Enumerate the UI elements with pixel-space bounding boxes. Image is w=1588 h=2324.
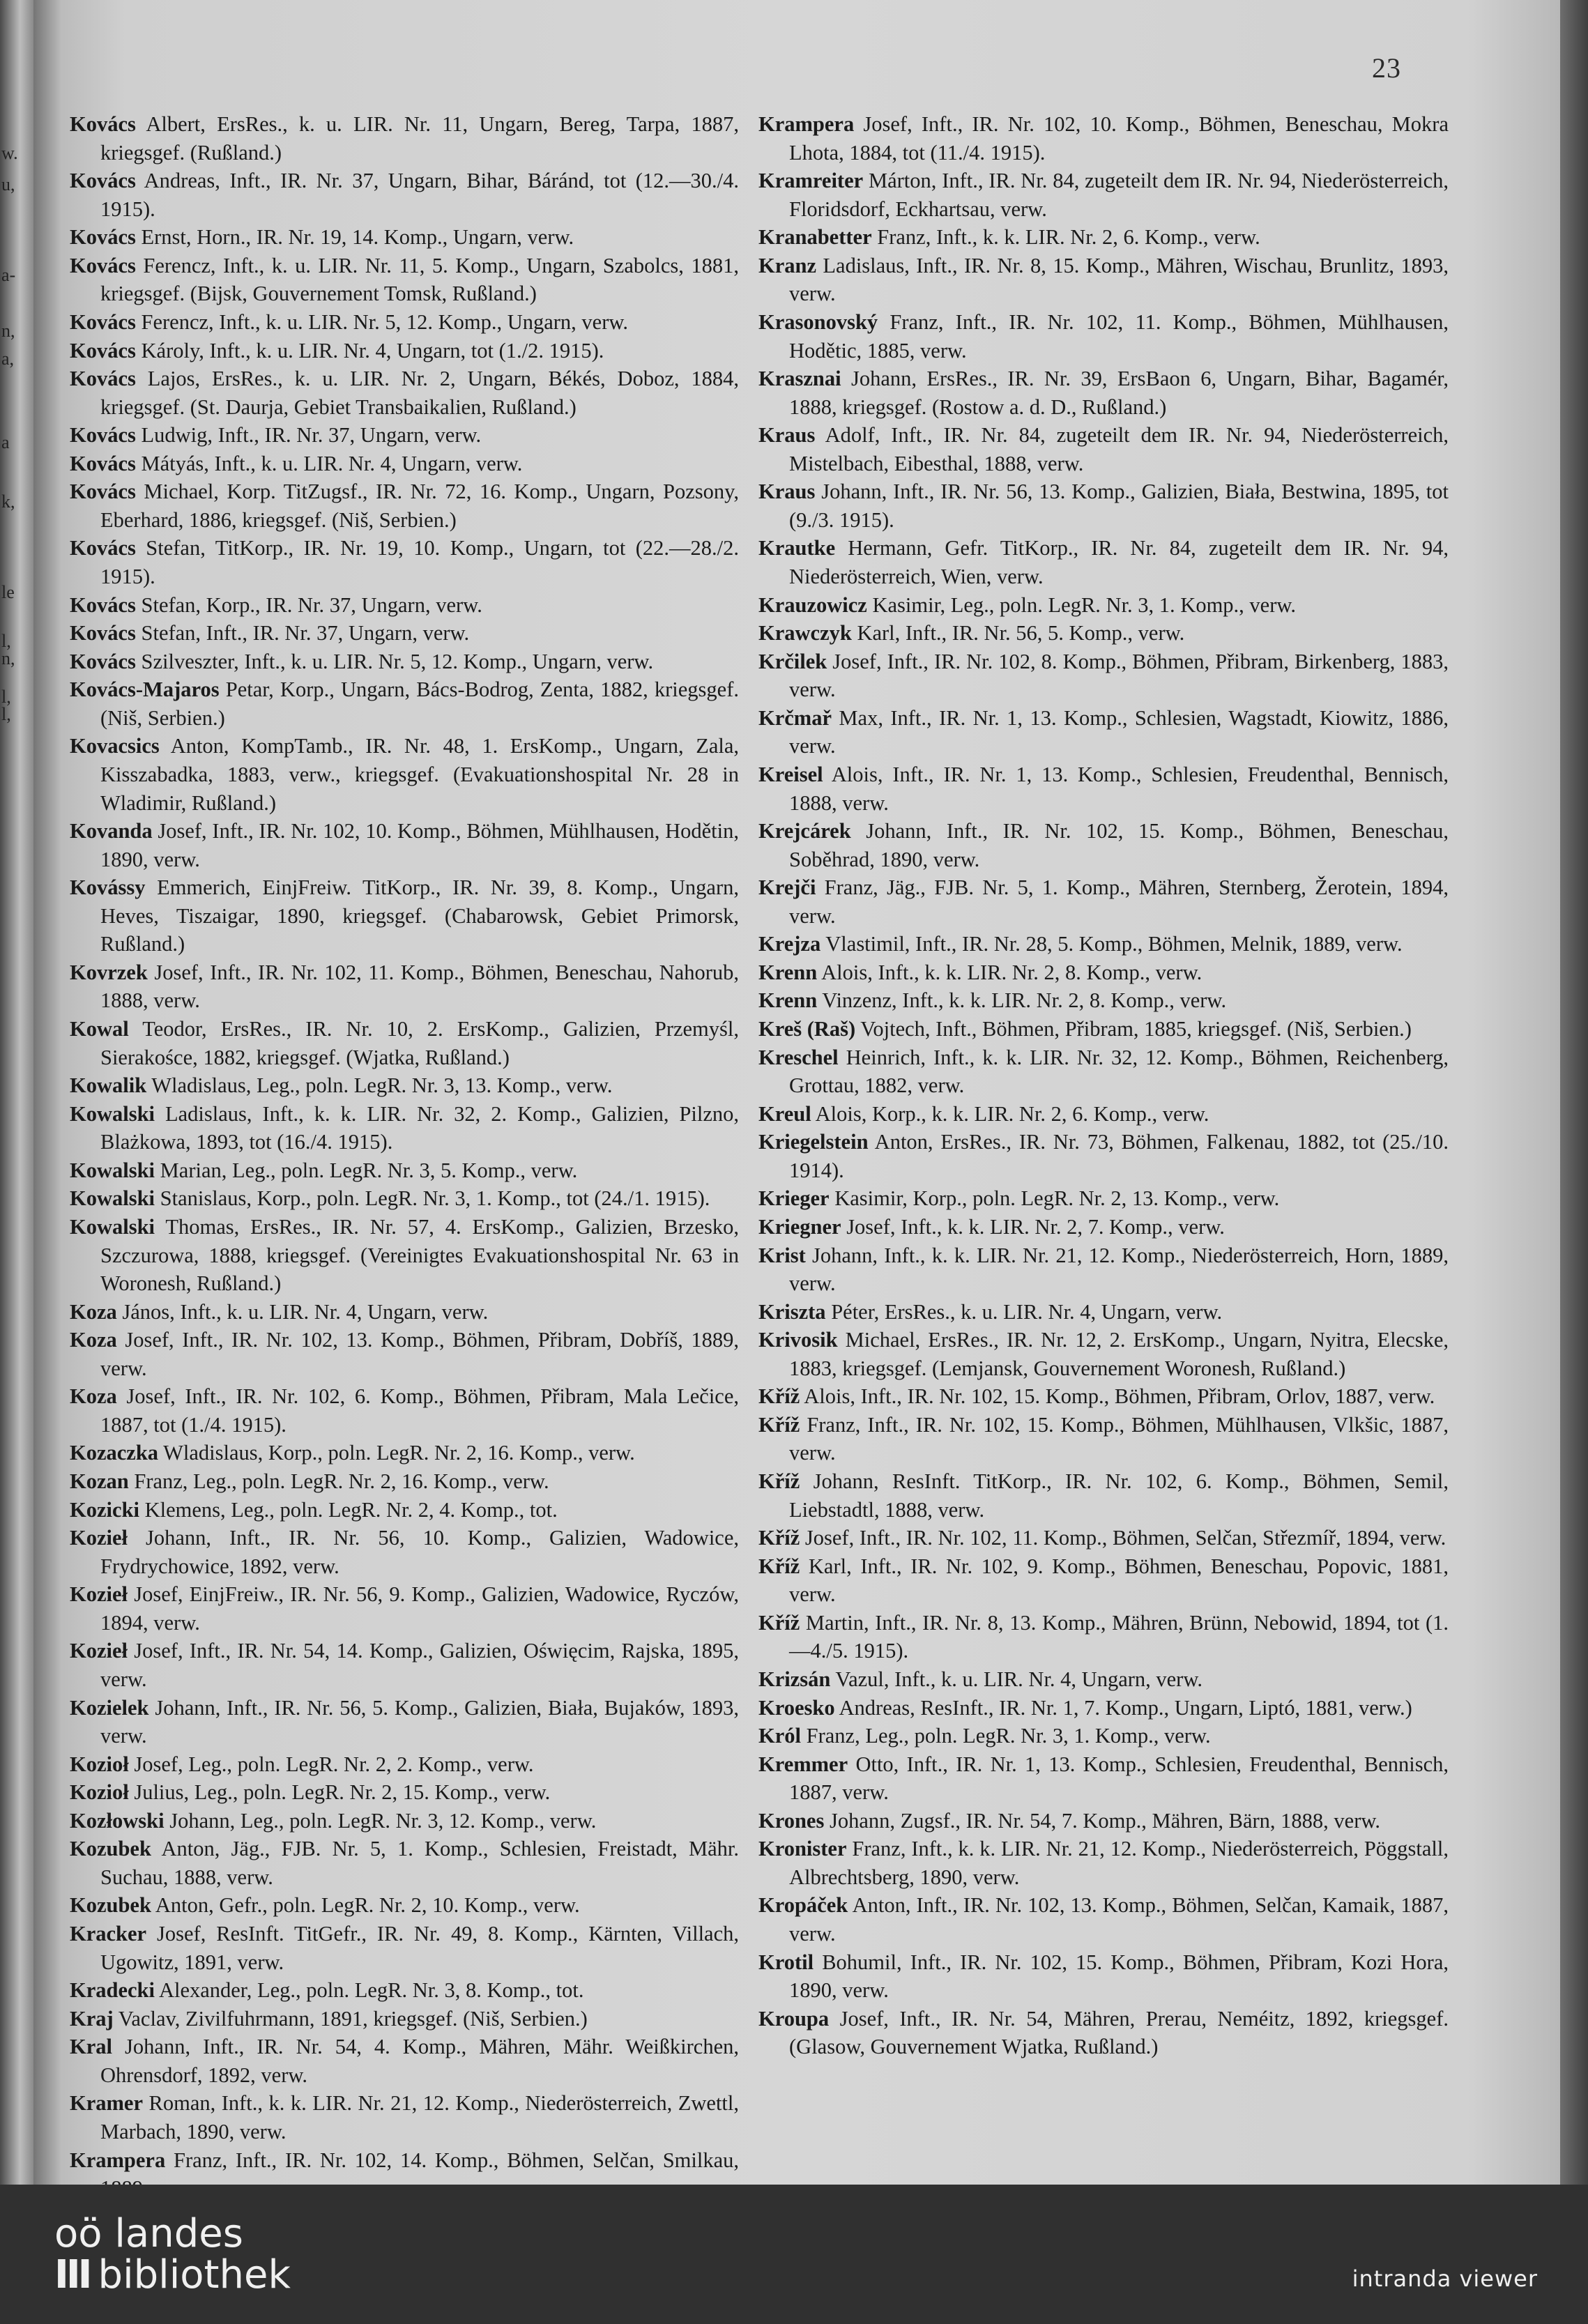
- register-entry: [758, 1184, 1449, 1213]
- entry-surname: Kreš (Raš): [758, 1017, 856, 1041]
- entry-details: Josef, Inft., IR. Nr. 54, 14. Komp., Galizien, Oświęcim, Rajska, 1895, verw.: [100, 1639, 739, 1691]
- register-entry: [70, 1071, 739, 1100]
- entry-surname: Kowalik: [70, 1073, 147, 1098]
- entry-details: Anton, Inft., IR. Nr. 102, 13. Komp., Böhmen, Selčan, Kamaik, 1887, verw.: [789, 1893, 1449, 1945]
- entry-details: Josef, Inft., IR. Nr. 102, 11. Komp., Böhmen, Selčan, Střezmíř, 1894, verw.: [800, 1526, 1446, 1550]
- register-entry: [70, 167, 739, 223]
- register-entry: [758, 958, 1449, 987]
- entry-details: Ladislaus, Inft., IR. Nr. 8, 15. Komp., Mähren, Wischau, Brunlitz, 1893, verw.: [789, 253, 1449, 306]
- entry-surname: Kovrzek: [70, 960, 148, 984]
- register-entry: [758, 1043, 1449, 1100]
- entry-surname: Kovács: [70, 536, 136, 560]
- register-entry: [70, 1580, 739, 1637]
- entry-surname: Kovács: [70, 253, 136, 277]
- entry-details: Bohumil, Inft., IR. Nr. 102, 15. Komp., Böhmen, Přibram, Kozi Hora, 1890, verw.: [789, 1950, 1449, 2003]
- entry-details: Márton, Inft., IR. Nr. 84, zugeteilt dem IR. Nr. 94, Niederösterreich, Floridsdorf, Eckhartsau, verw.: [789, 169, 1449, 221]
- register-entry: [70, 1920, 739, 1976]
- entry-details: Alois, Inft., IR. Nr. 1, 13. Komp., Schlesien, Freudenthal, Bennisch, 1888, verw.: [789, 762, 1449, 815]
- margin-char: w.: [1, 143, 18, 163]
- entry-details: Heinrich, Inft., k. k. LIR. Nr. 32, 12. Komp., Böhmen, Reichenberg, Grottau, 1882, verw.: [789, 1045, 1449, 1098]
- entry-details: Thomas, ErsRes., IR. Nr. 57, 4. ErsKomp., Galizien, Brzesko, Szczurowa, 1888, kriegsgef. (Vereinigtes Evakuationshospital Nr. 63 in Woronesh, Rußland.): [100, 1214, 739, 1296]
- entry-details: Josef, Inft., IR. Nr. 102, 13. Komp., Böhmen, Přibram, Dobříš, 1889, verw.: [100, 1328, 739, 1380]
- library-logo[interactable]: [54, 2211, 291, 2298]
- entry-details: Karl, Inft., IR. Nr. 102, 9. Komp., Böhmen, Beneschau, Popovic, 1881, verw.: [789, 1554, 1449, 1607]
- register-entry: [70, 1976, 739, 2005]
- entry-details: Alois, Inft., k. k. LIR. Nr. 2, 8. Komp., verw.: [817, 960, 1203, 984]
- left-column: [70, 110, 739, 2203]
- entry-details: Marian, Leg., poln. LegR. Nr. 3, 5. Komp., verw.: [155, 1158, 578, 1182]
- entry-details: Johann, ErsRes., IR. Nr. 39, ErsBaon 6, Ungarn, Bihar, Bagamér, 1888, kriegsgef. (Rostow a. d. D., Rußland.): [789, 367, 1449, 419]
- register-entry: [70, 817, 739, 873]
- entry-details: Franz, Leg., poln. LegR. Nr. 2, 16. Komp., verw.: [128, 1469, 549, 1493]
- entry-surname: Kroesko: [758, 1695, 835, 1720]
- register-entry: [70, 110, 739, 167]
- register-entry: [70, 1891, 739, 1920]
- register-entry: [758, 1100, 1449, 1129]
- page-paper: [33, 0, 1560, 2185]
- entry-details: Andreas, Inft., IR. Nr. 37, Ungarn, Bihar, Báránd, tot (12.—30./4. 1915).: [100, 169, 739, 221]
- entry-details: Max, Inft., IR. Nr. 1, 13. Komp., Schlesien, Wagstadt, Kiowitz, 1886, verw.: [789, 705, 1449, 758]
- entry-surname: Kozielek: [70, 1695, 149, 1720]
- entry-surname: Kovács: [70, 367, 136, 391]
- entry-details: Vinzenz, Inft., k. k. LIR. Nr. 2, 8. Komp., verw.: [817, 988, 1227, 1013]
- entry-details: Franz, Inft., IR. Nr. 102, 15. Komp., Böhmen, Mühlhausen, Vlkšic, 1887, verw.: [789, 1412, 1449, 1465]
- entry-surname: Kovács: [70, 169, 136, 193]
- entry-details: Mátyás, Inft., k. u. LIR. Nr. 4, Ungarn, verw.: [135, 451, 523, 475]
- register-entry: [70, 1382, 739, 1439]
- entry-surname: Krivosik: [758, 1328, 838, 1352]
- entry-details: Josef, Inft., k. k. LIR. Nr. 2, 7. Komp., verw.: [841, 1214, 1225, 1239]
- register-entry: [70, 365, 739, 421]
- entry-details: Martin, Inft., IR. Nr. 8, 13. Komp., Mähren, Brünn, Nebowid, 1894, tot (1.—4./5. 1915).: [789, 1610, 1449, 1663]
- entry-details: Kasimir, Leg., poln. LegR. Nr. 3, 1. Komp., verw.: [866, 593, 1297, 617]
- entry-details: Andreas, ResInft., IR. Nr. 1, 7. Komp., Ungarn, Liptó, 1881, verw.): [834, 1695, 1412, 1720]
- register-entry: [758, 2005, 1449, 2061]
- entry-details: Johann, Inft., IR. Nr. 54, 4. Komp., Mähren, Mähr. Weißkirchen, Ohrensdorf, 1892, verw.: [100, 2035, 739, 2087]
- entry-details: Franz, Inft., k. k. LIR. Nr. 2, 6. Komp., verw.: [871, 225, 1260, 250]
- entry-details: Franz, Jäg., FJB. Nr. 5, 1. Komp., Mähren, Sternberg, Žerotein, 1894, verw.: [789, 876, 1449, 928]
- entry-details: Ludwig, Inft., IR. Nr. 37, Ungarn, verw.: [135, 423, 482, 448]
- register-entry: [758, 1524, 1449, 1552]
- register-entry: [70, 450, 739, 478]
- entry-details: Stanislaus, Korp., poln. LegR. Nr. 3, 1. Komp., tot (24./1. 1915).: [155, 1186, 710, 1211]
- entry-surname: Krawczyk: [758, 621, 852, 645]
- margin-char: a: [1, 432, 10, 452]
- entry-surname: Kříž: [758, 1610, 800, 1635]
- entry-surname: Koza: [70, 1299, 117, 1324]
- register-entry: [758, 619, 1449, 648]
- entry-details: Johann, ResInft. TitKorp., IR. Nr. 102, 6. Komp., Böhmen, Semil, Liebstadtl, 1888, verw.: [789, 1469, 1449, 1522]
- register-entry: [70, 873, 739, 958]
- register-entry: [70, 1637, 739, 1693]
- register-entry: [70, 2005, 739, 2033]
- entry-surname: Krčmař: [758, 705, 832, 730]
- entry-surname: Krotil: [758, 1950, 814, 1974]
- entry-details: Vlastimil, Inft., IR. Nr. 28, 5. Komp., Böhmen, Melnik, 1889, verw.: [820, 932, 1403, 956]
- entry-details: Josef, Inft., IR. Nr. 102, 11. Komp., Böhmen, Beneschau, Nahorub, 1888, verw.: [100, 960, 739, 1013]
- entry-details: Johann, Zugsf., IR. Nr. 54, 7. Komp., Mähren, Bärn, 1888, verw.: [824, 1808, 1381, 1833]
- register-entry: [70, 1100, 739, 1156]
- entry-surname: Kowal: [70, 1017, 129, 1041]
- entry-surname: Krasonovský: [758, 309, 878, 334]
- register-entry: [758, 1326, 1449, 1382]
- entry-surname: Kříž: [758, 1384, 800, 1409]
- register-entry: [758, 930, 1449, 958]
- entry-details: Lajos, ErsRes., k. u. LIR. Nr. 2, Ungarn, Békés, Doboz, 1884, kriegsgef. (St. Daurja, Gebiet Transbaikalien, Rußland.): [100, 367, 739, 419]
- margin-char: l,: [1, 704, 11, 724]
- entry-surname: Krautke: [758, 536, 836, 560]
- entry-details: Stefan, Inft., IR. Nr. 37, Ungarn, verw.: [135, 621, 470, 645]
- entry-surname: Kriegelstein: [758, 1130, 869, 1154]
- entry-details: Franz, Leg., poln. LegR. Nr. 3, 1. Komp., verw.: [801, 1724, 1211, 1748]
- register-entry: [70, 223, 739, 252]
- entry-surname: Krenn: [758, 988, 818, 1013]
- entry-surname: Kroupa: [758, 2006, 830, 2031]
- register-entry: [758, 1665, 1449, 1694]
- register-entry: [70, 1213, 739, 1298]
- register-entry: [758, 477, 1449, 534]
- entry-details: Anton, Gefr., poln. LegR. Nr. 2, 10. Komp., verw.: [151, 1893, 580, 1918]
- register-entry: [758, 1807, 1449, 1835]
- entry-surname: Krampera: [70, 2148, 166, 2172]
- register-entry: [758, 1213, 1449, 1241]
- entry-details: Anton, KompTamb., IR. Nr. 48, 1. ErsKomp., Ungarn, Zala, Kisszabadka, 1883, verw., kriegsgef. (Evakuationshospital Nr. 28 in Wladimir, Rußland.): [100, 734, 739, 815]
- entry-surname: Kropáček: [758, 1893, 848, 1918]
- entry-surname: Kronister: [758, 1837, 847, 1861]
- entry-surname: Kraj: [70, 2006, 114, 2031]
- entry-details: Ernst, Horn., IR. Nr. 19, 14. Komp., Ungarn, verw.: [135, 225, 574, 250]
- register-entry: [758, 421, 1449, 477]
- register-entry: [70, 619, 739, 648]
- register-entry: [70, 337, 739, 365]
- register-entry: [758, 1015, 1449, 1043]
- entry-surname: Kovács: [70, 451, 136, 475]
- register-entry: [70, 534, 739, 590]
- register-entry: [70, 1467, 739, 1496]
- entry-surname: Krejči: [758, 876, 816, 900]
- entry-surname: Kovássy: [70, 876, 146, 900]
- entry-details: Kasimir, Korp., poln. LegR. Nr. 2, 13. Komp., verw.: [829, 1186, 1280, 1211]
- register-entry: [70, 591, 739, 620]
- entry-details: Petar, Korp., Ungarn, Bács-Bodrog, Zenta, 1882, kriegsgef. (Niš, Serbien.): [100, 678, 739, 730]
- register-entry: [70, 421, 739, 450]
- register-entry: [70, 2033, 739, 2089]
- entry-surname: Koza: [70, 1384, 117, 1409]
- entry-details: Johann, Inft., k. k. LIR. Nr. 21, 12. Komp., Niederösterreich, Horn, 1889, verw.: [789, 1243, 1449, 1296]
- register-entry: [70, 648, 739, 676]
- register-entry: [758, 1382, 1449, 1411]
- entry-surname: Kraus: [758, 480, 816, 504]
- register-entry: [758, 1891, 1449, 1948]
- entry-surname: Kowalski: [70, 1158, 155, 1182]
- entry-details: Ferencz, Inft., k. u. LIR. Nr. 11, 5. Komp., Ungarn, Szabolcs, 1881, kriegsgef. (Bijsk, Gouvernement Tomsk, Rußland.): [100, 253, 739, 306]
- viewer-label[interactable]: intranda viewer: [1352, 2265, 1538, 2292]
- entry-surname: Krauzowicz: [758, 593, 867, 617]
- entry-details: Roman, Inft., k. k. LIR. Nr. 21, 12. Komp., Niederösterreich, Zwettl, Marbach, 1890, verw.: [100, 2091, 739, 2143]
- entry-details: Josef, EinjFreiw., IR. Nr. 56, 9. Komp., Galizien, Wadowice, Ryczów, 1894, verw.: [100, 1582, 739, 1635]
- entry-details: Franz, Inft., k. k. LIR. Nr. 21, 12. Komp., Niederösterreich, Pöggstall, Albrechtsberg, 1890, verw.: [789, 1837, 1449, 1889]
- margin-char: a,: [1, 349, 15, 369]
- entry-details: Anton, Jäg., FJB. Nr. 5, 1. Komp., Schlesien, Freistadt, Mähr. Suchau, 1888, verw.: [100, 1837, 739, 1889]
- entry-surname: Kovács-Majaros: [70, 678, 220, 702]
- register-entry: [758, 591, 1449, 620]
- entry-surname: Krizsán: [758, 1667, 831, 1691]
- logo-line-2: bibliothek: [98, 2252, 291, 2298]
- register-entry: [758, 167, 1449, 223]
- register-entry: [70, 1298, 739, 1327]
- register-entry: [758, 365, 1449, 421]
- entry-details: Vojtech, Inft., Böhmen, Přibram, 1885, kriegsgef. (Niš, Serbien.): [855, 1017, 1412, 1041]
- margin-char: l,: [1, 687, 11, 707]
- entry-details: Emmerich, EinjFreiw. TitKorp., IR. Nr. 39, 8. Komp., Ungarn, Heves, Tiszaigar, 1890, kriegsgef. (Chabarowsk, Gebiet Primorsk, Rußland.): [100, 876, 739, 956]
- register-entry: [70, 1778, 739, 1807]
- entry-details: Wladislaus, Korp., poln. LegR. Nr. 2, 16. Komp., verw.: [158, 1441, 635, 1465]
- register-entry: [758, 817, 1449, 873]
- entry-surname: Kowalski: [70, 1214, 155, 1239]
- entry-surname: Kozubek: [70, 1893, 151, 1918]
- entry-details: Hermann, Gefr. TitKorp., IR. Nr. 84, zugeteilt dem IR. Nr. 94, Niederösterreich, Wien, verw.: [789, 536, 1449, 588]
- entry-details: Stefan, TitKorp., IR. Nr. 19, 10. Komp., Ungarn, tot (22.—28./2. 1915).: [100, 536, 739, 588]
- register-entry: [70, 958, 739, 1015]
- register-entry: [758, 648, 1449, 704]
- margin-char: n,: [1, 321, 15, 341]
- entry-surname: Krieger: [758, 1186, 830, 1211]
- entry-surname: Kovács: [70, 112, 136, 136]
- entry-surname: Kowalski: [70, 1186, 155, 1211]
- entry-surname: Kozioł: [70, 1780, 129, 1805]
- register-entry: [758, 534, 1449, 590]
- entry-surname: Kozicki: [70, 1497, 139, 1522]
- entry-surname: Kozieł: [70, 1639, 128, 1663]
- register-entry: [758, 308, 1449, 365]
- register-entry: [758, 1128, 1449, 1184]
- register-entry: [70, 1156, 739, 1185]
- register-entry: [758, 1411, 1449, 1467]
- entry-details: Karl, Inft., IR. Nr. 56, 5. Komp., verw.: [851, 621, 1185, 645]
- register-entry: [70, 1184, 739, 1213]
- register-entry: [758, 1722, 1449, 1750]
- register-entry: [70, 1326, 739, 1382]
- register-entry: [758, 1694, 1449, 1722]
- register-entry: [758, 252, 1449, 308]
- entry-surname: Kozaczka: [70, 1441, 159, 1465]
- entry-surname: Kovanda: [70, 819, 153, 843]
- entry-surname: Kříž: [758, 1554, 800, 1578]
- entry-surname: Kovacsics: [70, 734, 160, 758]
- entry-surname: Kremmer: [758, 1752, 848, 1776]
- binding-shadow: [33, 0, 61, 2185]
- entry-details: Vazul, Inft., k. u. LIR. Nr. 4, Ungarn, verw.: [830, 1667, 1203, 1691]
- entry-surname: Kozieł: [70, 1582, 128, 1607]
- entry-details: Anton, ErsRes., IR. Nr. 73, Böhmen, Falkenau, 1882, tot (25./10. 1914).: [789, 1130, 1449, 1182]
- entry-surname: Kovács: [70, 480, 136, 504]
- entry-details: Josef, Inft., IR. Nr. 54, Mähren, Prerau, Neméitz, 1892, kriegsgef. (Glasow, Gouvernement Wjatka, Rußland.): [789, 2006, 1449, 2059]
- register-entry: [70, 1496, 739, 1524]
- entry-details: Johann, Inft., IR. Nr. 102, 15. Komp., Böhmen, Beneschau, Soběhrad, 1890, verw.: [789, 819, 1449, 871]
- register-entry: [70, 252, 739, 308]
- register-entry: [70, 1694, 739, 1750]
- entry-details: Szilveszter, Inft., k. u. LIR. Nr. 5, 12. Komp., Ungarn, verw.: [135, 649, 654, 673]
- entry-details: Stefan, Korp., IR. Nr. 37, Ungarn, verw.: [135, 593, 482, 617]
- entry-details: Franz, Inft., IR. Nr. 102, 14. Komp., Böhmen, Selčan, Smilkau,: [174, 2148, 739, 2172]
- entry-surname: Kradecki: [70, 1978, 155, 2003]
- entry-surname: Kranz: [758, 253, 817, 277]
- entry-details: Michael, Korp. TitZugsf., IR. Nr. 72, 16. Komp., Ungarn, Pozsony, Eberhard, 1886, kriegsgef. (Niš, Serbien.): [100, 480, 739, 532]
- register-entry: [70, 732, 739, 817]
- entry-details: János, Inft., k. u. LIR. Nr. 4, Ungarn, verw.: [116, 1299, 489, 1324]
- margin-char: k,: [1, 491, 15, 512]
- entry-surname: Kriszta: [758, 1299, 826, 1324]
- entry-surname: Krejza: [758, 932, 821, 956]
- entry-surname: Kowalski: [70, 1101, 155, 1126]
- entry-surname: Kozioł: [70, 1752, 129, 1776]
- entry-surname: Kral: [70, 2035, 112, 2059]
- register-entry: [70, 1750, 739, 1779]
- entry-surname: Kovács: [70, 593, 136, 617]
- register-entry: [758, 1948, 1449, 2005]
- register-entry: [758, 1835, 1449, 1891]
- previous-page-edge: [0, 0, 33, 2185]
- register-entry: [758, 1609, 1449, 1665]
- margin-char: u,: [1, 174, 15, 194]
- register-entry: [70, 1524, 739, 1580]
- register-entry: [70, 308, 739, 337]
- entry-details: Johann, Inft., IR. Nr. 56, 10. Komp., Galizien, Wadowice, Frydrychowice, 1892, verw.: [100, 1526, 739, 1578]
- entry-details: Josef, Leg., poln. LegR. Nr. 2, 2. Komp., verw.: [128, 1752, 534, 1776]
- register-entry: [758, 1298, 1449, 1327]
- page-number: 23: [1372, 52, 1401, 84]
- register-entry: [70, 1439, 739, 1467]
- entry-surname: Kovács: [70, 309, 136, 334]
- entry-surname: Kozubek: [70, 1837, 151, 1861]
- entry-details: Péter, ErsRes., k. u. LIR. Nr. 4, Ungarn, verw.: [825, 1299, 1223, 1324]
- entry-details: Johann, Leg., poln. LegR. Nr. 3, 12. Komp., verw.: [164, 1808, 597, 1833]
- register-entry: [758, 986, 1449, 1015]
- entry-surname: Kříž: [758, 1412, 800, 1437]
- margin-char: le: [1, 582, 15, 602]
- margin-char: a-: [1, 265, 16, 285]
- entry-details: Albert, ErsRes., k. u. LIR. Nr. 11, Ungarn, Bereg, Tarpa, 1887, kriegsgef. (Rußland.): [100, 112, 739, 165]
- entry-details: Josef, Inft., IR. Nr. 102, 10. Komp., Böhmen, Mühlhausen, Hodětin, 1890, verw.: [100, 819, 739, 871]
- entry-surname: Kozan: [70, 1469, 129, 1493]
- margin-char: l,: [1, 631, 11, 651]
- entry-surname: Kranabetter: [758, 225, 872, 250]
- entry-details: Adolf, Inft., IR. Nr. 84, zugeteilt dem IR. Nr. 94, Niederösterreich, Mistelbach, Eibesthal, 1888, verw.: [789, 423, 1449, 475]
- register-entry: [70, 1835, 739, 1891]
- entry-surname: Kracker: [70, 1922, 147, 1945]
- register-entry: [758, 760, 1449, 817]
- logo-line-1: oö landes: [54, 2211, 243, 2256]
- right-column: [758, 110, 1449, 2061]
- entry-surname: Kreisel: [758, 762, 823, 786]
- entry-details: Franz, Inft., IR. Nr. 102, 11. Komp., Böhmen, Mühlhausen, Hodětic, 1885, verw.: [789, 309, 1449, 362]
- entry-details: Károly, Inft., k. u. LIR. Nr. 4, Ungarn, tot (1./2. 1915).: [135, 338, 604, 362]
- register-entry: [758, 1750, 1449, 1807]
- entry-details: Michael, ErsRes., IR. Nr. 12, 2. ErsKomp., Ungarn, Nyitra, Elecske, 1883, kriegsgef. (Lemjansk, Gouvernement Woronesh, Rußland.): [789, 1328, 1449, 1380]
- entry-details: Johann, Inft., IR. Nr. 56, 5. Komp., Galizien, Biała, Bujaków, 1893, verw.: [100, 1695, 739, 1748]
- entry-surname: Kovács: [70, 621, 136, 645]
- entry-details: Klemens, Leg., poln. LegR. Nr. 2, 4. Komp., tot.: [139, 1497, 558, 1522]
- register-entry: [758, 1552, 1449, 1609]
- entry-details: Josef, Inft., IR. Nr. 102, 10. Komp., Böhmen, Beneschau, Mokra Lhota, 1884, tot (11./4. 1915).: [789, 112, 1449, 165]
- entry-surname: Kreschel: [758, 1045, 839, 1069]
- entry-surname: Kramreiter: [758, 169, 864, 193]
- register-entry: [758, 1467, 1449, 1524]
- entry-details: Josef, Inft., IR. Nr. 102, 6. Komp., Böhmen, Přibram, Mala Lečice, 1887, tot (1./4. 1915).: [100, 1384, 739, 1437]
- entry-details: Josef, ResInft. TitGefr., IR. Nr. 49, 8. Komp., Kärnten, Villach, Ugowitz, 1891, verw.: [100, 1922, 739, 1974]
- entry-surname: Kramer: [70, 2091, 143, 2116]
- register-entry: [70, 2089, 739, 2146]
- entry-surname: Krones: [758, 1808, 825, 1833]
- entry-details: Julius, Leg., poln. LegR. Nr. 2, 15. Komp., verw.: [128, 1780, 551, 1805]
- register-entry: [758, 704, 1449, 760]
- entry-surname: Kriegner: [758, 1214, 841, 1239]
- register-entry: [70, 675, 739, 732]
- entry-surname: Kovács: [70, 225, 136, 250]
- entry-surname: Król: [758, 1724, 801, 1748]
- entry-details: Ladislaus, Inft., k. k. LIR. Nr. 32, 2. Komp., Galizien, Pilzno, Blażkowa, 1893, tot (16./4. 1915).: [100, 1101, 739, 1154]
- entry-details: Wladislaus, Leg., poln. LegR. Nr. 3, 13. Komp., verw.: [146, 1073, 613, 1098]
- entry-surname: Krist: [758, 1243, 806, 1267]
- register-entry: [70, 1807, 739, 1835]
- entry-details: Ferencz, Inft., k. u. LIR. Nr. 5, 12. Komp., Ungarn, verw.: [135, 309, 629, 334]
- entry-surname: Krasznai: [758, 367, 841, 391]
- entry-details: Vaclav, Zivilfuhrmann, 1891, kriegsgef. (Niš, Serbien.): [113, 2006, 588, 2031]
- entry-details: Otto, Inft., IR. Nr. 1, 13. Komp., Schlesien, Freudenthal, Bennisch, 1887, verw.: [789, 1752, 1449, 1805]
- entry-surname: Kreul: [758, 1101, 811, 1126]
- entry-surname: Kříž: [758, 1469, 800, 1493]
- page-right-edge: [1560, 0, 1588, 2185]
- margin-char: n,: [1, 648, 15, 668]
- entry-surname: Krenn: [758, 960, 818, 984]
- entry-details: Alexander, Leg., poln. LegR. Nr. 3, 8. Komp., tot.: [155, 1978, 584, 2003]
- entry-surname: Krejcárek: [758, 819, 851, 843]
- entry-surname: Krčilek: [758, 649, 827, 673]
- entry-surname: Krampera: [758, 112, 855, 136]
- entry-surname: Kovács: [70, 338, 136, 362]
- entry-details: Josef, Inft., IR. Nr. 102, 8. Komp., Böhmen, Přibram, Birkenberg, 1883, verw.: [789, 649, 1449, 702]
- register-entry: [758, 873, 1449, 930]
- register-entry: [758, 223, 1449, 252]
- entry-surname: Kraus: [758, 423, 816, 448]
- register-entry: [70, 1015, 739, 1071]
- entry-surname: Kozłowski: [70, 1808, 165, 1833]
- entry-details: Teodor, ErsRes., IR. Nr. 10, 2. ErsKomp., Galizien, Przemyśl, Sierakośce, 1882, kriegsgef. (Wjatka, Rußland.): [100, 1017, 739, 1069]
- logo-bars-icon: III: [54, 2252, 90, 2298]
- entry-surname: Kovács: [70, 423, 136, 448]
- entry-details: Johann, Inft., IR. Nr. 56, 13. Komp., Galizien, Biała, Bestwina, 1895, tot (9./3. 1915).: [789, 480, 1449, 532]
- register-entry: [758, 110, 1449, 167]
- entry-details: Alois, Korp., k. k. LIR. Nr. 2, 6. Komp., verw.: [811, 1101, 1209, 1126]
- entry-surname: Kříž: [758, 1526, 800, 1550]
- entry-surname: Kovács: [70, 649, 136, 673]
- entry-surname: Kozieł: [70, 1526, 128, 1550]
- entry-details: Alois, Inft., IR. Nr. 102, 15. Komp., Böhmen, Přibram, Orlov, 1887, verw.: [800, 1384, 1435, 1409]
- entry-surname: Koza: [70, 1328, 117, 1352]
- register-entry: [70, 477, 739, 534]
- register-entry: [758, 1241, 1449, 1298]
- viewer-footer: [0, 2185, 1588, 2324]
